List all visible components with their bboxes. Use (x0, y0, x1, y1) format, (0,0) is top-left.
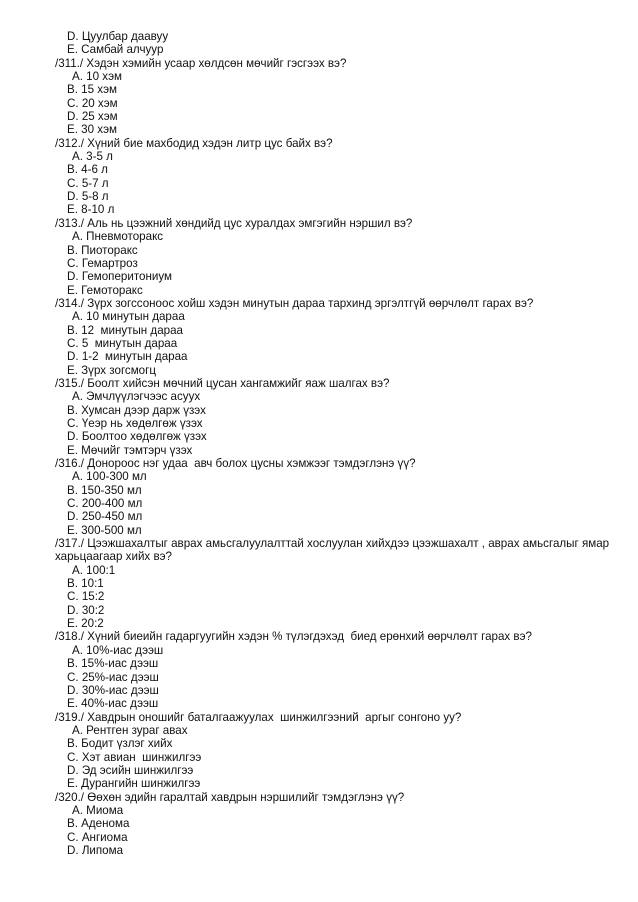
question-text: /314./ Зүрх зогссоноос хойш хэдэн минутын дараа тархинд эргэлтгүй өөрчлөлт гарах вэ? (55, 296, 534, 310)
answer-option: D. Эд эсийн шинжилгээ (67, 763, 194, 777)
answer-option: D. 5-8 л (67, 190, 109, 204)
question-text: /320./ Өөхөн эдийн гаралтай хавдрын нэршилийг тэмдэглэнэ үү? (55, 790, 405, 804)
answer-option: C. Хэт авиан шинжилгээ (67, 750, 202, 764)
answer-option: D. Гемоперитониум (67, 270, 172, 284)
answer-option: E. 20:2 (67, 617, 104, 631)
answer-option: C. 5-7 л (67, 176, 109, 190)
answer-option: A. 10%-иас дээш (72, 643, 164, 657)
answer-option: E. 30 хэм (67, 123, 117, 137)
answer-option: C. 15:2 (67, 590, 105, 604)
answer-option: C. 20 хэм (67, 96, 118, 110)
question-text: /313./ Аль нь цээжний хөндийд цус хуралдах эмгэгийн нэршил вэ? (55, 216, 413, 230)
answer-option: C. Үеэр нь хөдөлгөж үзэх (67, 416, 203, 430)
answer-option: A. 100:1 (72, 563, 116, 577)
answer-option: C. Ангиома (67, 830, 128, 844)
answer-option: B. Аденома (67, 817, 130, 831)
answer-option: D. Боолтоо хөдөлгөж үзэх (67, 430, 207, 444)
lead-option-d: D. Цуулбар даавуу (67, 30, 169, 43)
answer-option: A. Пневмоторакс (72, 230, 164, 244)
question-text: /315./ Боолт хийсэн мөчний цусан хангамжийг яаж шалгах вэ? (55, 376, 390, 390)
answer-option: E. Гемоторакс (67, 283, 143, 297)
answer-option: B. 150-350 мл (67, 483, 142, 497)
document-page (0, 30, 638, 857)
answer-option: B. 15 хэм (67, 83, 117, 97)
question-text: /319./ Хавдрын оношийг баталгаажуулах шинжилгээний аргыг сонгоно уу? (55, 710, 462, 724)
answer-option: E. Дурангийн шинжилгээ (67, 777, 201, 791)
answer-option: C. 5 минутын дараа (67, 336, 178, 350)
answer-option: E. 300-500 мл (67, 523, 142, 537)
answer-option: C. 25%-иас дээш (67, 670, 159, 684)
answer-option: D. 25 хэм (67, 110, 118, 124)
question-text: /316./ Донороос нэг удаа авч болох цусны хэмжээг тэмдэглэнэ үү? (55, 457, 416, 470)
answer-option: A. Миома (72, 803, 124, 817)
answer-option: B. Бодит үзлэг хийх (67, 737, 173, 751)
answer-option: C. 200-400 мл (67, 497, 143, 511)
question-list (0, 57, 638, 858)
answer-option: E. 8-10 л (67, 203, 115, 217)
answer-option: A. Рентген зураг авах (72, 723, 188, 737)
question-text: /312./ Хүний бие махбодид хэдэн литр цус байх вэ? (55, 136, 333, 150)
answer-option: B. 12 минутын дараа (67, 323, 183, 337)
answer-option: A. 100-300 мл (72, 470, 147, 484)
answer-option: D. 1-2 минутын дараа (67, 350, 188, 364)
answer-option: B. Пиоторакс (67, 243, 138, 257)
answer-option: E. Зүрх зогсмогц (67, 363, 157, 377)
answer-option: D. 30:2 (67, 603, 105, 617)
answer-option: C. Гемартроз (67, 256, 138, 270)
answer-option: D. Липома (67, 843, 124, 857)
question-text: /318./ Хүний биеийн гадаргуугийн хэдэн % түлэгдэхэд биед ерөнхий өөрчлөлт гарах вэ? (55, 630, 532, 644)
answer-option: A. 10 минутын дараа (72, 310, 185, 324)
answer-option: B. 4-6 л (67, 163, 108, 177)
lead-option-e: E. Самбай алчуур (67, 43, 164, 57)
question-text: /311./ Хэдэн хэмийн усаар хөлдсөн мөчийг гэсгээх вэ? (55, 56, 347, 70)
answer-option: E. 40%-иас дээш (67, 697, 159, 711)
answer-option: B. 10:1 (67, 577, 104, 591)
answer-option: B. Хумсан дээр дарж үзэх (67, 403, 206, 417)
answer-option: B. 15%-иас дээш (67, 657, 159, 671)
answer-option: E. Мөчийг тэмтэрч үзэх (67, 443, 193, 457)
answer-option: A. 10 хэм (72, 70, 122, 84)
answer-option: D. 250-450 мл (67, 510, 143, 524)
question-text: /317./ Цээжшахалтыг аврах амьсгалуулалттай хослуулан хийхдээ цээжшахалт , аврах амьсгалыг ямар харьцаагаар хийх вэ? (55, 537, 610, 564)
answer-option: A. Эмчлүүлэгчээс асуух (72, 390, 201, 404)
answer-option: D. 30%-иас дээш (67, 683, 159, 697)
answer-option: A. 3-5 л (72, 150, 113, 164)
